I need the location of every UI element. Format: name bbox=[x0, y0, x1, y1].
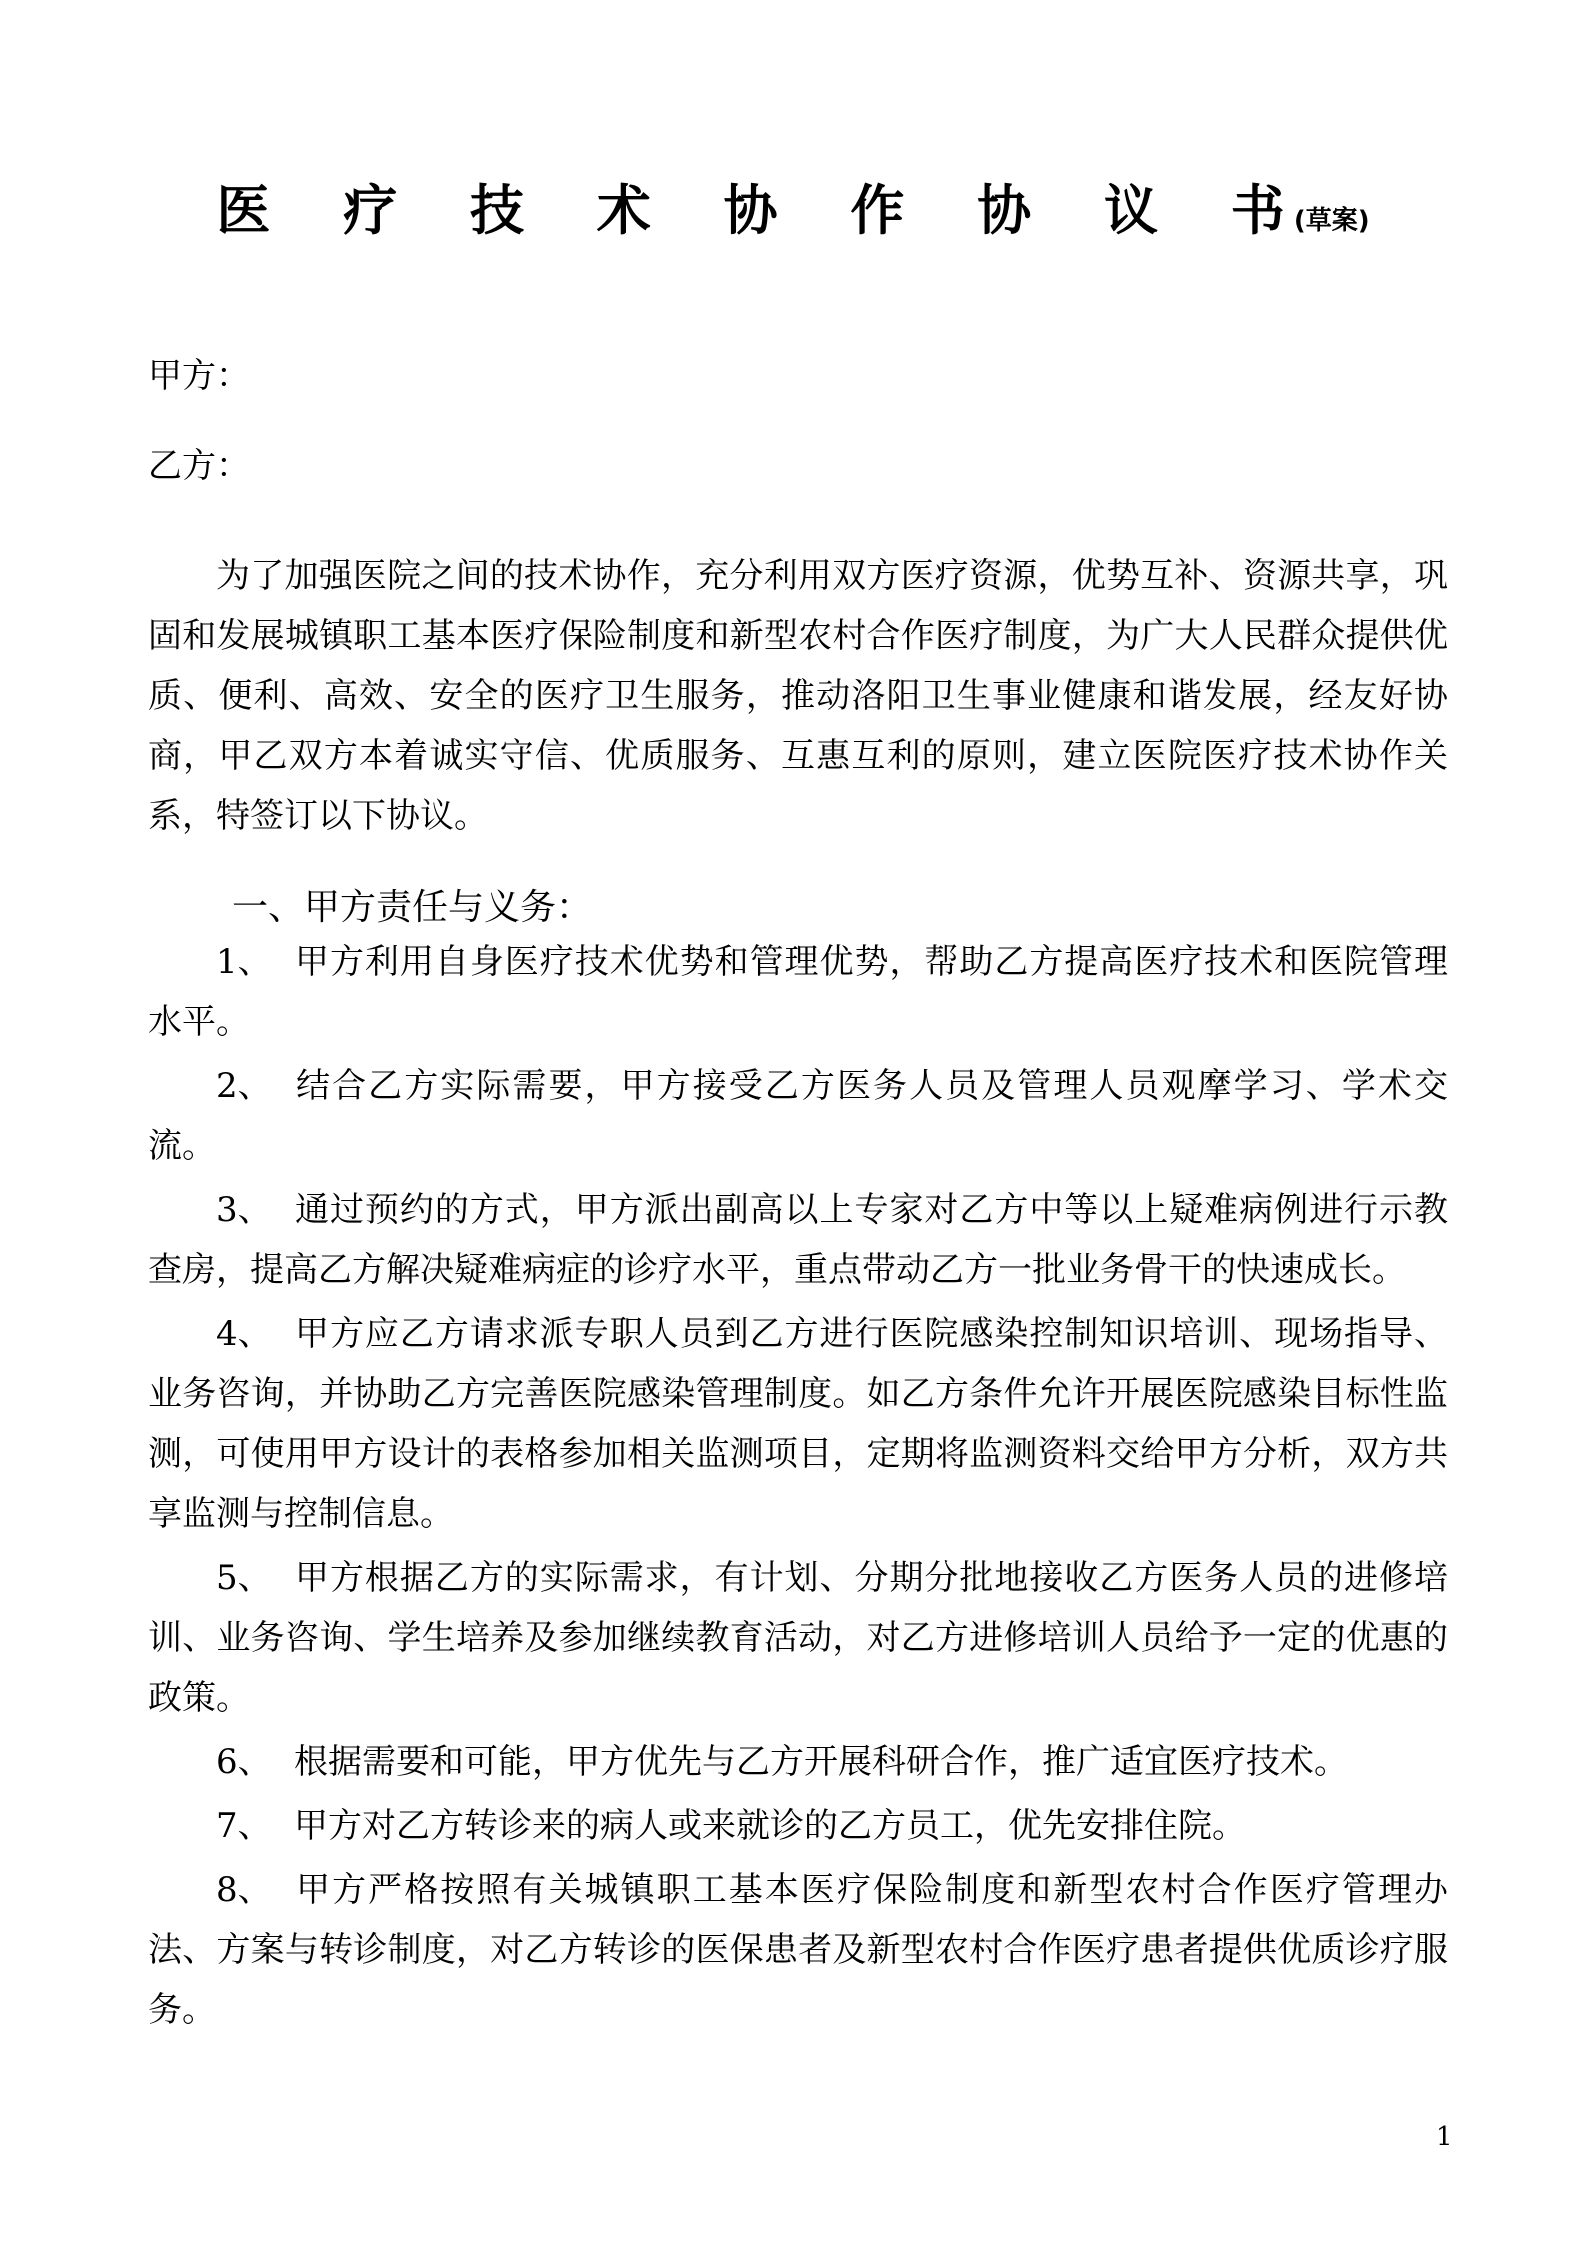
item-text: 甲方严格按照有关城镇职工基本医疗保险制度和新型农村合作医疗管理办法、方案与转诊制度，对乙方转诊的医保患者及新型农村合作医疗患者提供优质诊疗服务。 bbox=[148, 1870, 1448, 2030]
intro-paragraph: 为了加强医院之间的技术协作，充分利用双方医疗资源，优势互补、资源共享，巩固和发展城镇职工基本医疗保险制度和新型农村合作医疗制度，为广大人民群众提供优质、便利、高效、安全的医疗卫生服务，推动洛阳卫生事业健康和谐发展，经友好协商，甲乙双方本着诚实守信、优质服务、互惠互利的原则，建立医院医疗技术协作关系，特签订以下协议。 bbox=[148, 556, 1448, 836]
list-item bbox=[148, 1304, 1448, 1544]
item-number: 7、 bbox=[216, 1806, 272, 1846]
list-item bbox=[148, 932, 1448, 1052]
section-heading: 一、甲方责任与义务： bbox=[232, 887, 593, 928]
document-title bbox=[0, 168, 1586, 245]
list-item bbox=[148, 1860, 1448, 2040]
item-number: 1、 bbox=[216, 942, 272, 982]
page-number: 1 bbox=[1436, 2122, 1453, 2152]
list-item bbox=[148, 1796, 1448, 1856]
list-item bbox=[148, 1732, 1448, 1792]
list-item bbox=[148, 1056, 1448, 1176]
party-b-label: 乙方： bbox=[148, 446, 250, 486]
item-text: 通过预约的方式，甲方派出副高以上专家对乙方中等以上疑难病例进行示教查房，提高乙方解决疑难病症的诊疗水平，重点带动乙方一批业务骨干的快速成长。 bbox=[148, 1190, 1448, 1290]
party-a-label: 甲方： bbox=[148, 356, 250, 396]
item-text: 根据需要和可能，甲方优先与乙方开展科研合作，推广适宜医疗技术。 bbox=[294, 1742, 1348, 1782]
obligation-list bbox=[148, 932, 1448, 2044]
title-text: 医 疗 技 术 协 作 协 议 书 bbox=[216, 179, 1312, 242]
item-number: 2、 bbox=[216, 1066, 272, 1106]
intro-paragraph-block bbox=[148, 546, 1448, 846]
list-item bbox=[148, 1180, 1448, 1300]
item-number: 5、 bbox=[216, 1558, 272, 1598]
item-text: 甲方根据乙方的实际需求，有计划、分期分批地接收乙方医务人员的进修培训、业务咨询、学生培养及参加继续教育活动，对乙方进修培训人员给予一定的优惠的政策。 bbox=[148, 1558, 1448, 1718]
item-number: 4、 bbox=[216, 1314, 272, 1354]
item-number: 8、 bbox=[216, 1870, 272, 1910]
section-block bbox=[148, 880, 1448, 936]
item-number: 6、 bbox=[216, 1742, 272, 1782]
list-item bbox=[148, 1548, 1448, 1728]
item-text: 甲方对乙方转诊来的病人或来就诊的乙方员工，优先安排住院。 bbox=[294, 1806, 1246, 1846]
item-text: 甲方应乙方请求派专职人员到乙方进行医院感染控制知识培训、现场指导、业务咨询，并协助乙方完善医院感染管理制度。如乙方条件允许开展医院感染目标性监测，可使用甲方设计的表格参加相关监测项目，定期将监测资料交给甲方分析，双方共享监测与控制信息。 bbox=[148, 1314, 1448, 1534]
title-draft-note: (草案) bbox=[1293, 206, 1370, 236]
item-text: 结合乙方实际需要，甲方接受乙方医务人员及管理人员观摩学习、学术交流。 bbox=[148, 1066, 1448, 1166]
item-text: 甲方利用自身医疗技术优势和管理优势，帮助乙方提高医疗技术和医院管理水平。 bbox=[148, 942, 1448, 1042]
item-number: 3、 bbox=[216, 1190, 272, 1230]
